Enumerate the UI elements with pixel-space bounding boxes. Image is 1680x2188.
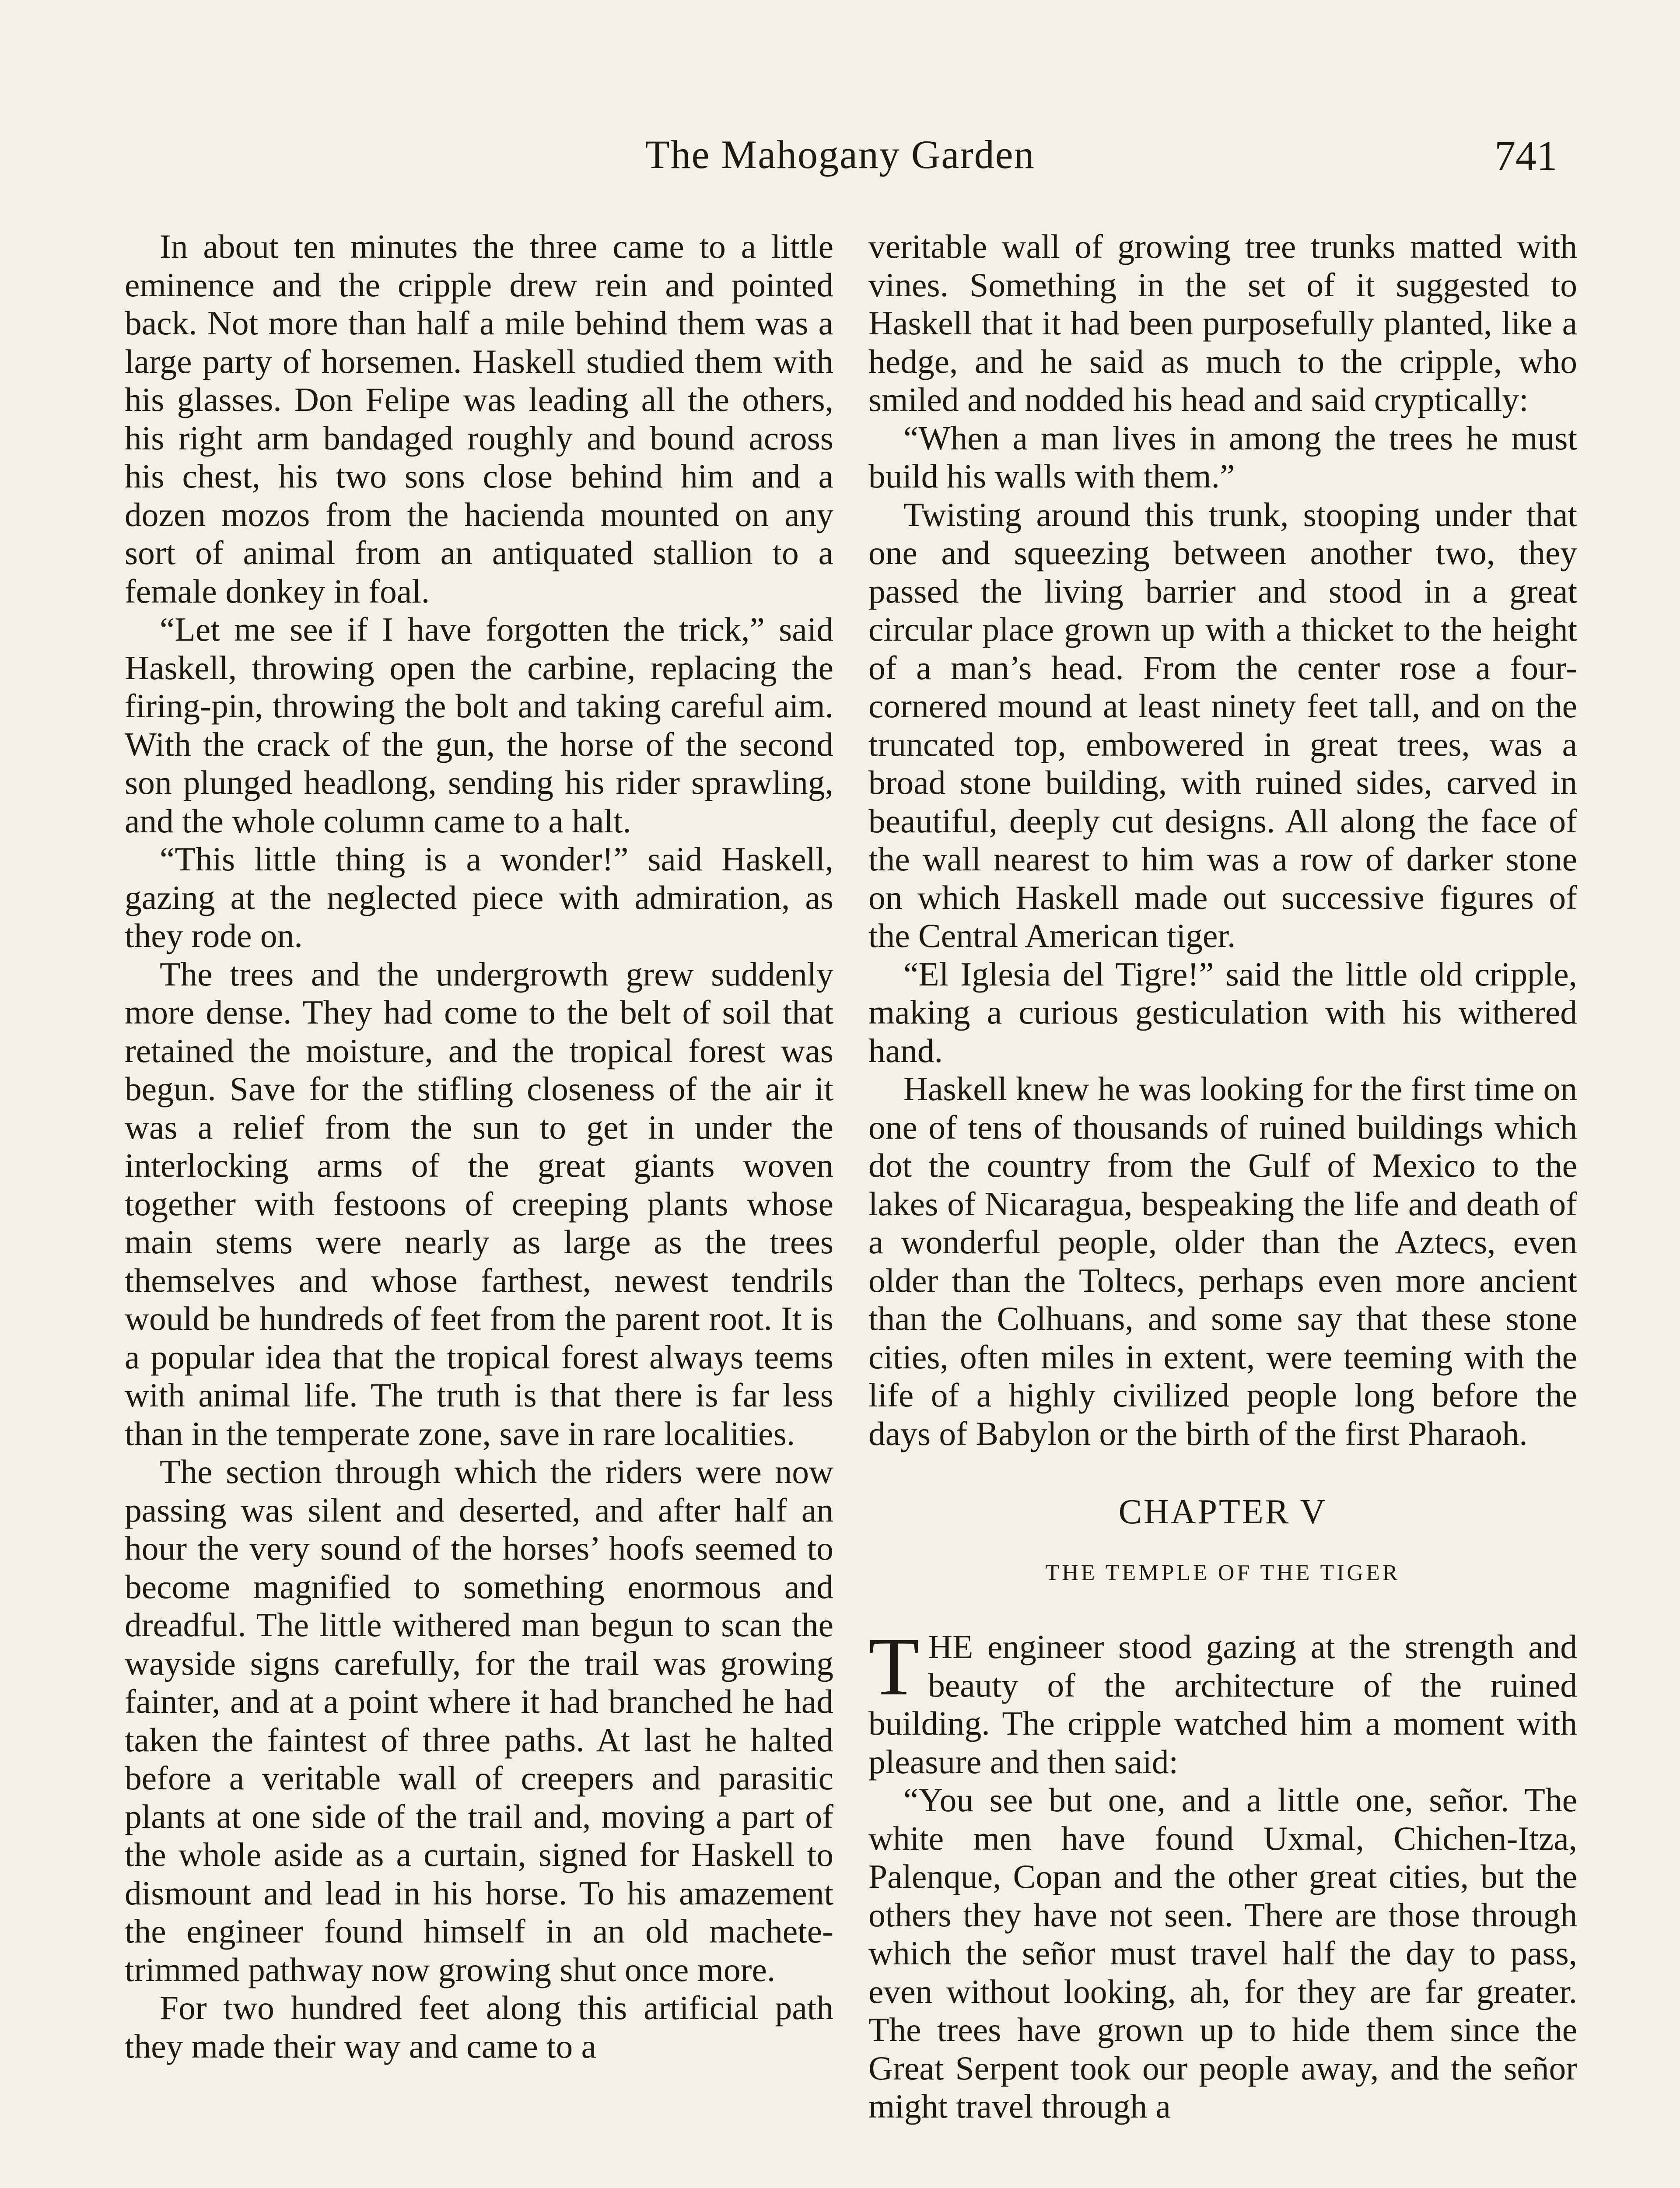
paragraph: In about ten minutes the three came to a little eminence and the cripple drew rein and pointed back. Not more than half a mile behind them was a large party of horsemen. Haskell studied them with his glasses. Don Felipe was leading all the others, his right arm bandaged roughly and bound across his chest, his two sons close behind him and a dozen mozos from the hacienda mounted on any sort of animal from an antiquated stallion to a female donkey in foal.: [125, 228, 833, 610]
running-title: The Mahogany Garden: [645, 132, 1035, 177]
paragraph: “This little thing is a wonder!” said Haskell, gazing at the neglected piece with admiration, as they rode on.: [125, 840, 833, 954]
page-header: [122, 131, 1558, 201]
paragraph: Twisting around this trunk, stooping under that one and squeezing between another two, they passed the living barrier and stood in a great circular place grown up with a thicket to the height of a man’s head. From the center rose a four-cornered mound at least ninety feet tall, and on the truncated top, embowered in great trees, was a broad stone building, with ruined sides, carved in beautiful, deeply cut designs. All along the face of the wall nearest to him was a row of darker stone on which Haskell made out successive figures of the Central American tiger.: [868, 495, 1577, 954]
paragraph: The trees and the undergrowth grew suddenly more dense. They had come to the belt of soil that retained the moisture, and the tropical forest was begun. Save for the stifling closeness of the air it was a relief from the sun to get in under the interlocking arms of the great giants woven together with festoons of creeping plants whose main stems were nearly as large as the trees themselves and whose farthest, newest tendrils would be hundreds of feet from the parent root. It is a popular idea that the tropical forest always teems with animal life. The truth is that there is far less than in the temperate zone, save in rare localities.: [125, 955, 833, 1452]
paragraph: “You see but one, and a little one, señor. The white men have found Uxmal, Chichen-Itza, Palenque, Copan and the other great cities, but the others they have not seen. There are those through which the señor must travel half the day to pass, even without looking, ah, for they are far greater. The trees have grown up to hide them since the Great Serpent took our people away, and the señor might travel through a: [868, 1781, 1577, 2125]
chapter-subheading: THE TEMPLE OF THE TIGER: [1045, 1560, 1400, 1585]
paragraph: “When a man lives in among the trees he must build his walls with them.”: [868, 419, 1577, 495]
page-number: 741: [1494, 132, 1558, 179]
paragraph: The section through which the riders were now passing was silent and deserted, and after half an hour the very sound of the horses’ hoofs seemed to become magnified to something enormous and dreadful. The little withered man begun to scan the wayside signs carefully, for the trail was growing fainter, and at a point where it had branched he had taken the faintest of three paths. At last he halted before a veritable wall of creepers and parasitic plants at one side of the trail and, moving a part of the whole aside as a curtain, signed for Haskell to dismount and lead in his horse. To his amazement the engineer found himself in an old machete-trimmed pathway now growing shut once more.: [125, 1453, 833, 1988]
left-column: [125, 228, 833, 2065]
chapter-opening-paragraph: [868, 1621, 1577, 1781]
chapter-opening-text: HE engineer stood gazing at the strength and beauty of the architecture of the ruined building. The cripple watched him a moment with pleasure and then said:: [868, 1628, 1577, 1781]
paragraph: “El Iglesia del Tigre!” said the little old cripple, making a curious gesticulation with his withered hand.: [868, 955, 1577, 1069]
paragraph: “Let me see if I have forgotten the trick,” said Haskell, throwing open the carbine, replacing the firing-pin, throwing the bolt and taking careful aim. With the crack of the gun, the horse of the second son plunged headlong, sending his rider sprawling, and the whole column came to a halt.: [125, 610, 833, 840]
drop-cap: T: [868, 1621, 920, 1713]
paragraph: veritable wall of growing tree trunks matted with vines. Something in the set of it suggested to Haskell that it had been purposefully planted, like a hedge, and he said as much to the cripple, who smiled and nodded his head and said cryptically:: [868, 228, 1577, 418]
paragraph: For two hundred feet along this artificial path they made their way and came to a: [125, 1989, 833, 2065]
paragraph: Haskell knew he was looking for the first time on one of tens of thousands of ruined buildings which dot the country from the Gulf of Mexico to the lakes of Nicaragua, bespeaking the life and death of a wonderful people, older than the Aztecs, even older than the Toltecs, perhaps even more ancient than the Colhuans, and some say that these stone cities, often miles in extent, were teeming with the life of a highly civilized people long before the days of Babylon or the birth of the first Pharaoh.: [868, 1070, 1577, 1452]
right-column: [868, 228, 1577, 2126]
chapter-heading: CHAPTER V: [1118, 1493, 1327, 1531]
